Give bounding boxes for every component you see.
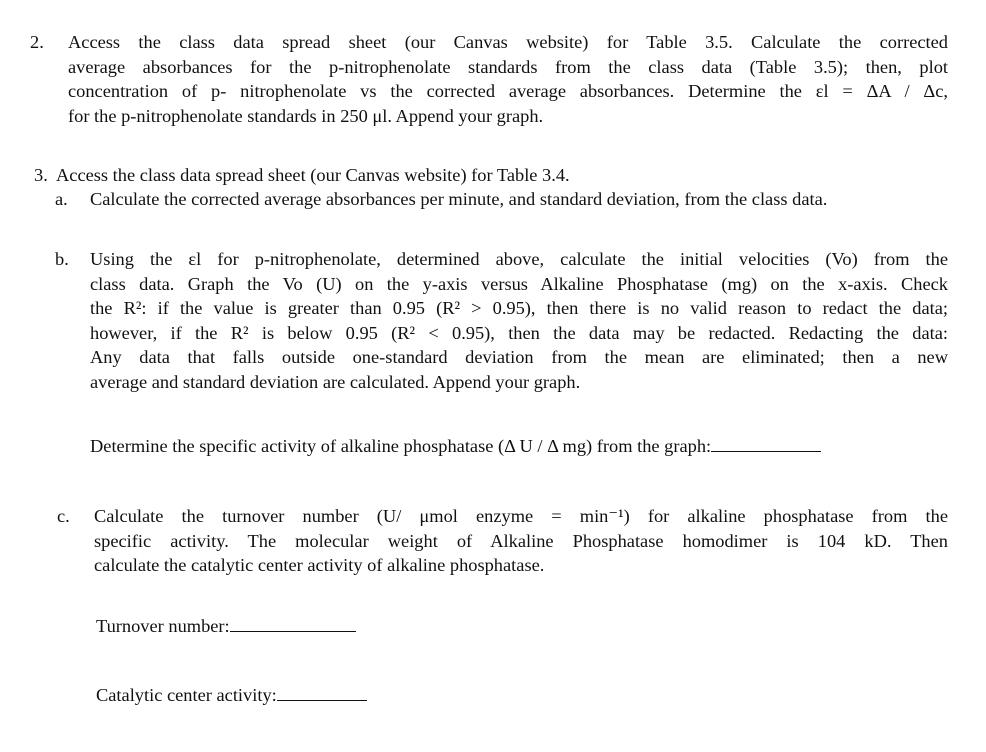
specific-activity-answer-blank[interactable] [711, 435, 821, 452]
b-line-6: average and standard deviation are calculated. Append your graph. [90, 371, 581, 392]
q2-line-4: for the p-nitrophenolate standards in 250 μl. Append your graph. [68, 105, 544, 126]
b-line-4: however, if the R² is below 0.95 (R² < 0.95), then the data may be redacted. Redacting the data: [90, 322, 948, 343]
question-2-text [68, 30, 948, 128]
c-line-1: Calculate the turnover number (U/ μmol enzyme = min⁻¹) for alkaline phosphatase from the [94, 506, 948, 526]
c-line-3: calculate the catalytic center activity of alkaline phosphatase. [94, 555, 545, 575]
part-c-letter: c. [57, 506, 70, 526]
catalytic-center-answer-blank[interactable] [277, 684, 367, 701]
b-line-3: the R²: if the value is greater than 0.95 (R² > 0.95), then there is no valid reason to redact the data; [90, 298, 948, 318]
specific-activity-prompt: Determine the specific activity of alkaline phosphatase (Δ U / Δ mg) from the graph: [90, 434, 821, 459]
catalytic-center-activity-row: Catalytic center activity: [96, 683, 367, 708]
question-2-number: 2. [30, 32, 44, 52]
part-a-letter: a. [55, 189, 68, 209]
c-line-2: specific activity. The molecular weight of Alkaline Phosphatase homodimer is 104 kD. Then [94, 530, 948, 551]
b-line-1: Using the εl for p-nitrophenolate, determined above, calculate the initial velocities (Vo) from the [90, 249, 948, 269]
part-b-letter: b. [55, 249, 69, 269]
part-a-text: Calculate the corrected average absorbances per minute, and standard deviation, from the class data. [90, 189, 828, 209]
part-b-text [90, 247, 948, 394]
b-line-5: Any data that falls outside one-standard deviation from the mean are eliminated; then a new [90, 347, 948, 367]
part-c-text [94, 504, 948, 578]
q2-line-1: Access the class data spread sheet (our Canvas website) for Table 3.5. Calculate the corrected [68, 32, 948, 52]
b-line-2: class data. Graph the Vo (U) on the y-axis versus Alkaline Phosphatase (mg) on the x-axis. Check [90, 273, 948, 294]
turnover-number-row: Turnover number: [96, 614, 356, 639]
q2-line-3: concentration of p- nitrophenolate vs the corrected average absorbances. Determine the εl = ΔA / Δc, [68, 81, 948, 101]
turnover-number-answer-blank[interactable] [230, 615, 356, 632]
question-3-intro: Access the class data spread sheet (our Canvas website) for Table 3.4. [56, 165, 570, 185]
question-3-number: 3. [34, 165, 48, 185]
q2-line-2: average absorbances for the p-nitrophenolate standards from the class data (Table 3.5); then, plot [68, 56, 948, 77]
